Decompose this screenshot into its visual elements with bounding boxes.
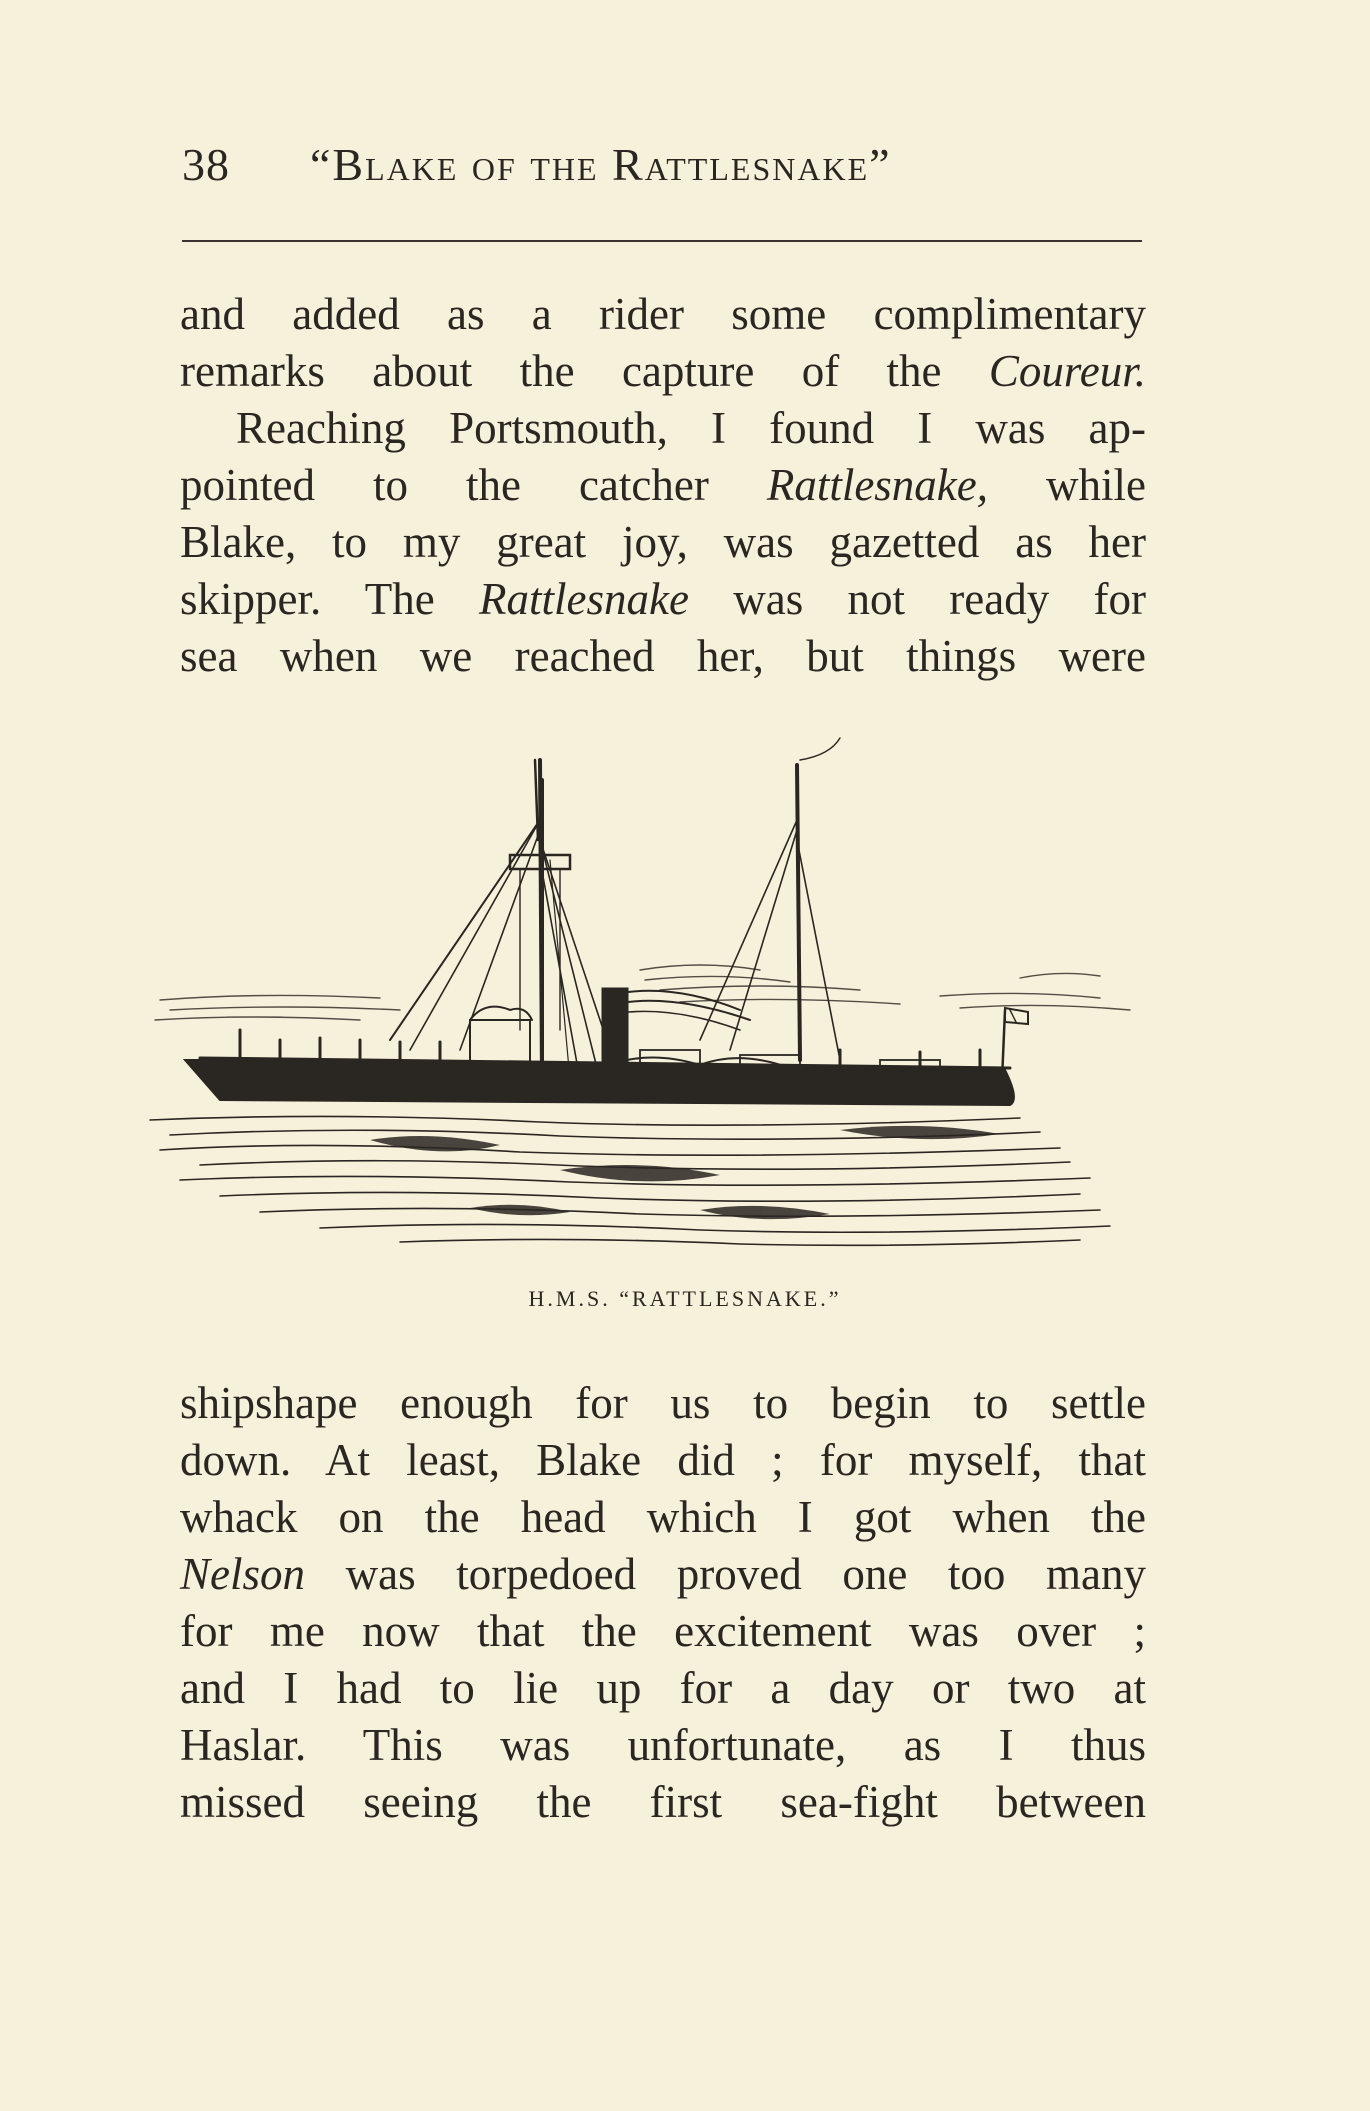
page-header (182, 138, 1142, 198)
text-line: whack on the head which I got when the (180, 1492, 1146, 1542)
text-line: remarks about the capture of the Coureur. (180, 346, 1146, 396)
text-line: missed seeing the first sea-fight between (180, 1777, 1146, 1827)
text-line: skipper. The Rattlesnake was not ready for (180, 574, 1146, 624)
bottom-paragraph (180, 1375, 1146, 1831)
text-line: shipshape enough for us to begin to settle (180, 1378, 1146, 1428)
text-line: and I had to lie up for a day or two at (180, 1663, 1146, 1713)
text-line: Nelson was torpedoed proved one too many (180, 1549, 1146, 1599)
text-line: Haslar. This was unfortunate, as I thus (180, 1720, 1146, 1770)
text-line: Reaching Portsmouth, I found I was ap- (236, 403, 1146, 453)
header-rule (182, 240, 1142, 242)
text-line: for me now that the excitement was over ; (180, 1606, 1146, 1656)
ship-illustration (140, 720, 1210, 1260)
top-paragraph (180, 286, 1146, 685)
text-line: pointed to the catcher Rattlesnake, while (180, 460, 1146, 510)
text-line: Blake, to my great joy, was gazetted as her (180, 517, 1146, 567)
text-line: down. At least, Blake did ; for myself, that (180, 1435, 1146, 1485)
text-line: and added as a rider some complimentary (180, 289, 1146, 339)
text-line: sea when we reached her, but things were (180, 631, 1146, 681)
page-number: 38 (182, 139, 230, 190)
running-title: “Blake of the Rattlesnake” (310, 139, 892, 190)
illustration-caption: H.M.S. “RATTLESNAKE.” (528, 1286, 842, 1311)
